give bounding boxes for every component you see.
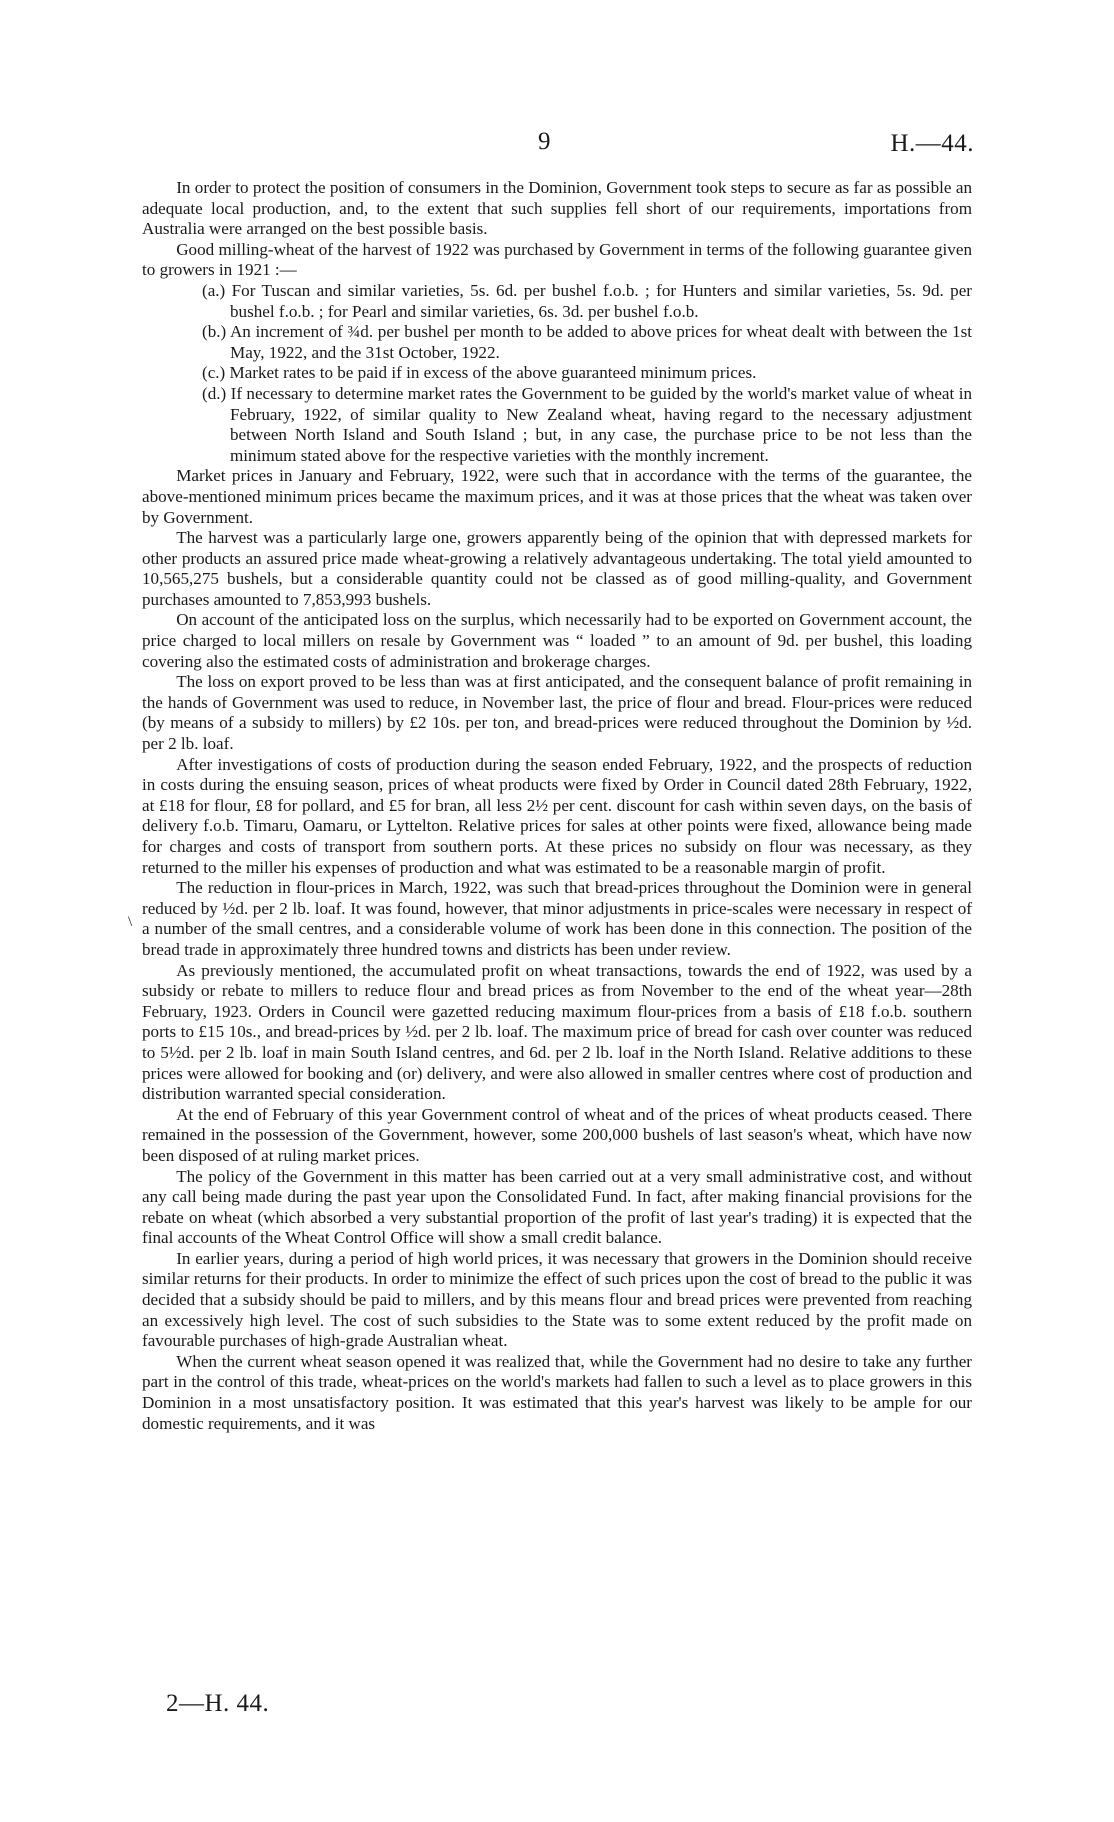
margin-mark: \ [128, 914, 133, 930]
paragraph: At the end of February of this year Government control of wheat and of the prices of wheat products ceased. There remained in the possession of the Government, however, some 200,000 bushels of last season's wheat, which have now been disposed of at ruling market prices. [142, 1104, 972, 1165]
paragraph: After investigations of costs of production during the season ended February, 1922, and the prospects of reduction in costs during the ensuing season, prices of wheat products were fixed by Order in Council dated 28th February, 1922, at £18 for flour, £8 for pollard, and £5 for bran, all less 2½ per cent. discount for cash within seven days, on the basis of delivery f.o.b. Timaru, Oamaru, or Lyttelton. Relative prices for sales at other points were fixed, allowance being made for charges and costs of transport from southern ports. At these prices no subsidy on flour was necessary, as they returned to the miller his expenses of production and what was estimated to be a reasonable margin of profit. [142, 754, 972, 877]
guarantee-list [142, 281, 972, 466]
list-item: (c.) Market rates to be paid if in excess of the above guaranteed minimum prices. [202, 363, 757, 383]
paragraph: On account of the anticipated loss on the surplus, which necessarily had to be exported on Government account, the price charged to local millers on resale by Government was “ loaded ” to an amount of 9d. per bushel, this loading covering also the estimated costs of administration and brokerage charges. [142, 610, 972, 671]
page-signature: 2—H. 44. [166, 1690, 270, 1717]
paragraph: As previously mentioned, the accumulated profit on wheat transactions, towards the end of 1922, was used by a subsidy or rebate to millers to reduce flour and bread prices as from November to the end of the wheat year—28th February, 1923. Orders in Council were gazetted reducing maximum flour-prices from a basis of £18 f.o.b. southern ports to £15 10s., and bread-prices by ½d. per 2 lb. loaf. The maximum price of bread for cash over counter was reduced to 5½d. per 2 lb. loaf in main South Island centres, and 6d. per 2 lb. loaf in the North Island. Relative additions to these prices were allowed for booking and (or) delivery, and were also allowed in smaller centres where cost of production and distribution warranted special consideration. [142, 960, 972, 1104]
paragraph: In earlier years, during a period of high world prices, it was necessary that growers in the Dominion should receive similar returns for their products. In order to minimize the effect of such prices upon the cost of bread to the public it was decided that a subsidy should be paid to millers, and by this means flour and bread prices were prevented from reaching an excessively high level. The cost of such subsidies to the State was to some extent reduced by the profit made on favourable purchases of high-grade Australian wheat. [142, 1248, 972, 1351]
paragraph: Market prices in January and February, 1922, were such that in accordance with the terms of the guarantee, the above-mentioned minimum prices became the maximum prices, and it was at those prices that the wheat was taken over by Government. [142, 466, 972, 527]
document-reference: H.—44. [890, 130, 974, 157]
paragraph: The reduction in flour-prices in March, 1922, was such that bread-prices throughout the Dominion were in general reduced by ½d. per 2 lb. loaf. It was found, however, that minor adjustments in price-scales were necessary in respect of a number of the small centres, and a considerable volume of work has been done in this connection. The position of the bread trade in approximately three hundred towns and districts has been under review. [142, 878, 972, 959]
paragraph: The loss on export proved to be less than was at first anticipated, and the consequent balance of profit remaining in the hands of Government was used to reduce, in November last, the price of flour and bread. Flour-prices were reduced (by means of a subsidy to millers) by £2 10s. per ton, and bread-prices were reduced throughout the Dominion by ½d. per 2 lb. loaf. [142, 672, 972, 754]
paragraph: Good milling-wheat of the harvest of 1922 was purchased by Government in terms of the following guarantee given to growers in 1921 :— [142, 239, 972, 280]
paragraph: When the current wheat season opened it was realized that, while the Government had no desire to take any further part in the control of this trade, wheat-prices on the world's markets had fallen to such a level as to place growers in this Dominion in a most unsatisfactory position. It was estimated that this year's harvest was likely to be ample for our domestic requirements, and it was [142, 1351, 972, 1433]
list-item: (d.) If necessary to determine market rates the Government to be guided by the world's market value of wheat in February, 1922, of similar quality to New Zealand wheat, having regard to the necessary adjustment between North Island and South Island ; but, in any case, the purchase price to be not less than the minimum stated above for the respective varieties with the monthly increment. [202, 383, 972, 465]
list-item: (a.) For Tuscan and similar varieties, 5s. 6d. per bushel f.o.b. ; for Hunters and similar varieties, 5s. 9d. per bushel f.o.b. ; for Pearl and similar varieties, 6s. 3d. per bushel f.o.b. [202, 280, 972, 321]
page-number: 9 [538, 128, 551, 155]
paragraph: In order to protect the position of consumers in the Dominion, Government took steps to secure as far as possible an adequate local production, and, to the extent that such supplies fell short of our requirements, importations from Australia were arranged on the best possible basis. [142, 178, 972, 239]
list-item: (b.) An increment of ¾d. per bushel per month to be added to above prices for wheat dealt with between the 1st May, 1922, and the 31st October, 1922. [202, 322, 972, 362]
body-text [142, 178, 972, 1434]
paragraph: The policy of the Government in this matter has been carried out at a very small administrative cost, and without any call being made during the past year upon the Consolidated Fund. In fact, after making financial provisions for the rebate on wheat (which absorbed a very substantial proportion of the profit of last year's trading) it is expected that the final accounts of the Wheat Control Office will show a small credit balance. [142, 1166, 972, 1248]
paragraph: The harvest was a particularly large one, growers apparently being of the opinion that with depressed markets for other products an assured price made wheat-growing a relatively advantageous undertaking. The total yield amounted to 10,565,275 bushels, but a considerable quantity could not be classed as of good milling-quality, and Government purchases amounted to 7,853,993 bushels. [142, 528, 972, 609]
